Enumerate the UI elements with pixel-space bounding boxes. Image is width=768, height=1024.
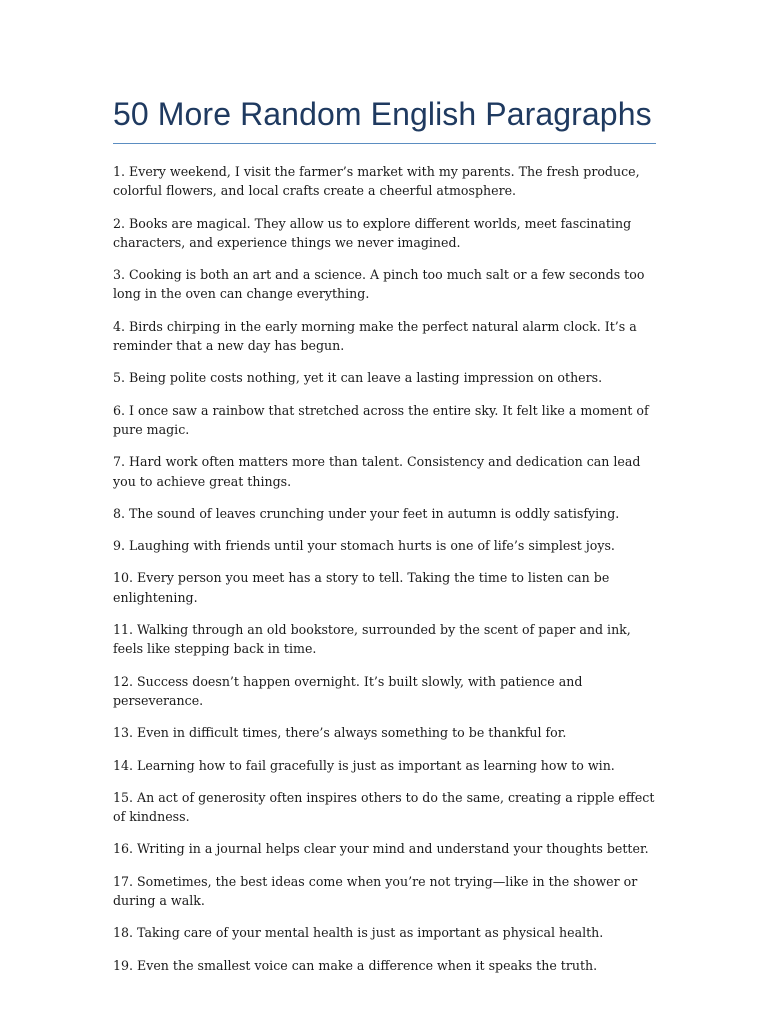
paragraph: 3. Cooking is both an art and a science. A pinch too much salt or a few seconds too long in the oven can change everything.: [113, 267, 645, 302]
paragraph: 17. Sometimes, the best ideas come when you’re not trying—like in the shower or during a walk.: [113, 873, 638, 909]
paragraph-list: [113, 162, 656, 975]
paragraph: 15. An act of generosity often inspires others to do the same, creating a ripple effect of kindness.: [113, 789, 655, 825]
paragraph: 18. Taking care of your mental health is just as important as physical health.: [113, 925, 604, 941]
paragraph: 6. I once saw a rainbow that stretched across the entire sky. It felt like a moment of pure magic.: [113, 402, 649, 437]
paragraph: 8. The sound of leaves crunching under your feet in autumn is oddly satisfying.: [113, 505, 620, 521]
paragraph: 11. Walking through an old bookstore, surrounded by the scent of paper and ink, feels like stepping back in time.: [113, 622, 631, 657]
document-page: [113, 92, 656, 988]
paragraph: 9. Laughing with friends until your stomach hurts is one of life’s simplest joys.: [113, 538, 615, 554]
paragraph: 12. Success doesn’t happen overnight. It’s built slowly, with patience and perseverance.: [113, 673, 583, 708]
paragraph: 2. Books are magical. They allow us to explore different worlds, meet fascinating characters, and experience things we never imagined.: [113, 215, 632, 250]
paragraph: 10. Every person you meet has a story to tell. Taking the time to listen can be enlightening.: [113, 570, 610, 605]
paragraph: 5. Being polite costs nothing, yet it can leave a lasting impression on others.: [113, 370, 603, 386]
paragraph: 7. Hard work often matters more than talent. Consistency and dedication can lead you to achieve great things.: [113, 454, 641, 489]
document-title: 50 More Random English Paragraphs: [113, 92, 656, 144]
paragraph: 16. Writing in a journal helps clear your mind and understand your thoughts better.: [113, 841, 649, 857]
paragraph: 19. Even the smallest voice can make a difference when it speaks the truth.: [113, 957, 598, 973]
paragraph: 1. Every weekend, I visit the farmer’s market with my parents. The fresh produce, colorful flowers, and local crafts create a cheerful atmosphere.: [113, 164, 640, 199]
paragraph: 14. Learning how to fail gracefully is just as important as learning how to win.: [113, 757, 615, 773]
paragraph: 4. Birds chirping in the early morning make the perfect natural alarm clock. It’s a reminder that a new day has begun.: [113, 318, 637, 354]
paragraph: 13. Even in difficult times, there’s always something to be thankful for.: [113, 725, 567, 741]
